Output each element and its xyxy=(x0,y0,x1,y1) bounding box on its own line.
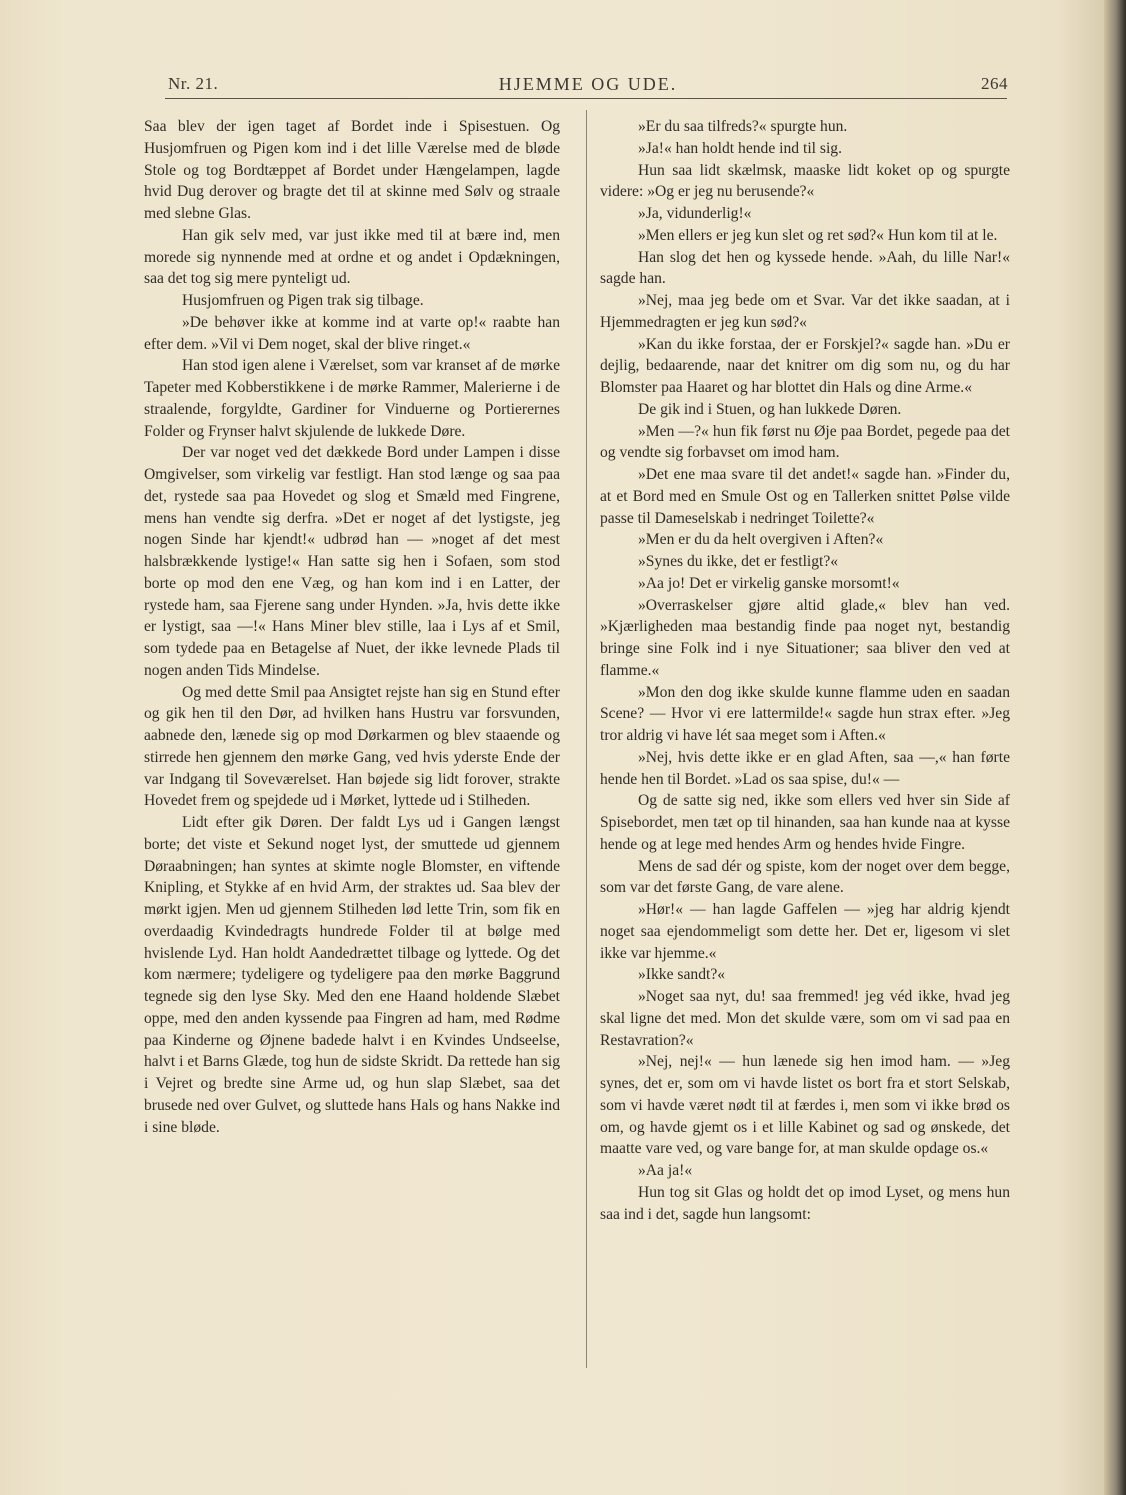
page-spine-shadow xyxy=(1104,0,1126,1495)
issue-number: Nr. 21. xyxy=(168,74,219,93)
paragraph: Husjomfruen og Pigen trak sig tilbage. xyxy=(182,292,424,309)
paragraph: Han stod igen alene i Værelset, som var kranset af de mørke Tapeter med Kobberstikkene i de mørke Rammer, Malerierne i de straalende, forgyldte, Gardiner for Vinduerne og Portierernes Folder og Frynser halvt skjulende de lukkede Døre. xyxy=(144,357,560,440)
left-column xyxy=(144,116,560,1138)
running-header xyxy=(168,74,1008,100)
paragraph: »De behøver ikke at komme ind at varte op!« raabte han efter dem. »Vil vi Dem noget, skal der blive ringet.« xyxy=(144,313,560,353)
paragraph: Hun saa lidt skælmsk, maaske lidt koket op og spurgte videre: »Og er jeg nu berusende?« xyxy=(600,161,1010,201)
paragraph: De gik ind i Stuen, og han lukkede Døren. xyxy=(638,400,902,418)
paragraph: »Mon den dog ikke skulde kunne flamme uden en saadan Scene? — Hvor vi ere lattermilde!« sagde hun strax efter. »Jeg tror aldrig vi have lét saa meget som i Aften.« xyxy=(600,683,1010,744)
paragraph: »Synes du ikke, det er festligt?« xyxy=(638,553,839,570)
paragraph: »Men —?« hun fik først nu Øje paa Bordet, pegede paa det og vendte sig forbavset om imod ham. xyxy=(600,422,1010,462)
column-divider xyxy=(586,110,587,1368)
page-number: 264 xyxy=(981,74,1008,93)
paragraph: Mens de sad dér og spiste, kom der noget over dem begge, som var det første Gang, de vare alene. xyxy=(600,857,1010,897)
paragraph: »Ikke sandt?« xyxy=(638,966,726,984)
paragraph: »Ja!« han holdt hende ind til sig. xyxy=(638,139,842,157)
paragraph: Han slog det hen og kyssede hende. »Aah, du lille Nar!« sagde han. xyxy=(600,248,1010,288)
paragraph: »Noget saa nyt, du! saa fremmed! jeg véd ikke, hvad jeg skal ligne det med. Mon det skulde være, som om vi sad paa en Restavration?« xyxy=(600,988,1010,1049)
paragraph: »Ja, vidunderlig!« xyxy=(638,205,752,222)
paragraph: Lidt efter gik Døren. Der faldt Lys ud i Gangen længst borte; det viste et Sekund noget lyst, der smuttede ud gjennem Døraabningen; han syntes at skimte nogle Blomster, en viftende Knipling, et Stykke af en hvid Arm, der straktes ud. Saa blev der mørkt igjen. Men ud gjennem Stilheden lød lette Trin, som fik en overdaadig Kvindedragts hundrede Folder til at bølge med hvislende Lyd. Han holdt Aandedrættet tilbage og lyttede. Og det kom nærmere; tydeligere og tydeligere paa den mørke Baggrund tegnede sig den lyse Sky. Med den ene Haand holdende Slæbet oppe, med den anden kyssende paa Fingren ad ham, med Rødme paa Kinderne og Øjnene badede halvt i en Kvindes Undseelse, halvt i et Barns Glæde, tog hun de sidste Skridt. Da rettede han sig i Vejret og bredte sine Arme ud, og hun slap Slæbet, saa det brusede ned over Gulvet, og sluttede hans Hals og hans Nakke ind i sine bløde. xyxy=(144,814,560,1136)
paragraph: »Er du saa tilfreds?« spurgte hun. xyxy=(638,118,848,135)
paragraph: Han gik selv med, var just ikke med til at bære ind, men morede sig nynnende med at ordne et og andet i Opdækningen, saa det tog sig mere pynteligt ud. xyxy=(144,226,560,288)
paragraph: Der var noget ved det dækkede Bord under Lampen i disse Omgivelser, som virkelig var festligt. Han stod længe og saa paa det, rystede saa paa Hovedet og slog et Smæld med Fingrene, mens han vendte sig derfra. »Det er noget af det lystigste, jeg nogen Sinde har kjendt!« udbrød han — »noget af det mest halsbrækkende lystige!« Han satte sig hen i Sofaen, som stod borte op mod den ene Væg, og han kom ind i en Latter, der rystede ham, saa Fjerene sang under Hynden. »Ja, hvis dette ikke er lystigt, saa —!« Hans Miner blev stille, laa i Lys af et Smil, som tydede paa en Betagelse af Nuet, der ikke levnede Plads til nogen anden Tids Mindelse. xyxy=(144,444,560,679)
paragraph: »Aa ja!« xyxy=(638,1162,693,1179)
paragraph: »Aa jo! Det er virkelig ganske morsomt!« xyxy=(638,574,900,592)
paragraph: »Det ene maa svare til det andet!« sagde han. »Finder du, at et Bord med en Smule Ost og en Tallerken snittet Pølse vilde passe til Dameselskab i nedringet Toilette?« xyxy=(600,466,1010,527)
paragraph: »Men er du da helt overgiven i Aften?« xyxy=(638,531,884,549)
paragraph: »Hør!« — han lagde Gaffelen — »jeg har aldrig kjendt noget saa ejendommeligt som dette her. Det er, ligesom vi slet ikke var hjemme.« xyxy=(600,901,1010,962)
paragraph: Og de satte sig ned, ikke som ellers ved hver sin Side af Spisebordet, men tæt op til hinanden, saa han kunde naa at kysse hende og at lege med hendes Arm og hendes hvide Fingre. xyxy=(600,792,1010,853)
paragraph: »Nej, nej!« — hun lænede sig hen imod ham. — »Jeg synes, det er, som om vi havde listet os bort fra et stort Selskab, som vi havde været nødt til at færdes i, men som vi ikke brød os om, og havde gjemt os i et lille Kabinet og sad og ønskede, det maatte vare ved, og vare bange for, at man skulde opdage os.« xyxy=(600,1053,1010,1158)
right-column xyxy=(600,116,1010,1225)
paragraph: »Nej, hvis dette ikke er en glad Aften, saa —,« han førte hende hen til Bordet. »Lad os saa spise, du!« — xyxy=(600,748,1010,788)
paragraph: »Overraskelser gjøre altid glade,« blev han ved. »Kjærligheden maa bestandig finde paa noget nyt, bestandig bringe sine Folk ind i nye Situationer; saa bliver den ved at flamme.« xyxy=(600,596,1010,679)
paragraph: »Kan du ikke forstaa, der er Forskjel?« sagde han. »Du er dejlig, bedaarende, naar det knitrer om dig som nu, og du har Blomster paa Haaret og har blottet din Hals og dine Arme.« xyxy=(600,335,1010,396)
paragraph: »Nej, maa jeg bede om et Svar. Var det ikke saadan, at i Hjemmedragten er jeg kun sød?« xyxy=(600,292,1010,331)
paragraph: Og med dette Smil paa Ansigtet rejste han sig en Stund efter og gik hen til den Dør, ad hvilken hans Hustru var forsvunden, aabnede den, lænede sig op mod Dørkarmen og blev staaende og stirrede hen gjennem den mørke Gang, ved hvis yderste Ende der var Indgang til Soveværelset. Han bøjede sig lidt forover, strakte Hovedet frem og spejdede ud i Mørket, lyttede ud i Stilheden. xyxy=(144,683,560,810)
magazine-title: HJEMME OG UDE. xyxy=(498,74,678,94)
header-rule xyxy=(165,98,1007,99)
paragraph: »Men ellers er jeg kun slet og ret sød?« Hun kom til at le. xyxy=(638,226,998,244)
paragraph: Hun tog sit Glas og holdt det op imod Lyset, og mens hun saa ind i det, sagde hun langsomt: xyxy=(600,1183,1010,1223)
paragraph: Saa blev der igen taget af Bordet inde i Spisestuen. Og Husjomfruen og Pigen kom ind i det lille Værelse med de bløde Stole og tog Bordtæppet af Bordet under Hængelampen, lagde hvid Dug derover og bragte det til at skinne med Sølv og straale med slebne Glas. xyxy=(144,118,560,222)
